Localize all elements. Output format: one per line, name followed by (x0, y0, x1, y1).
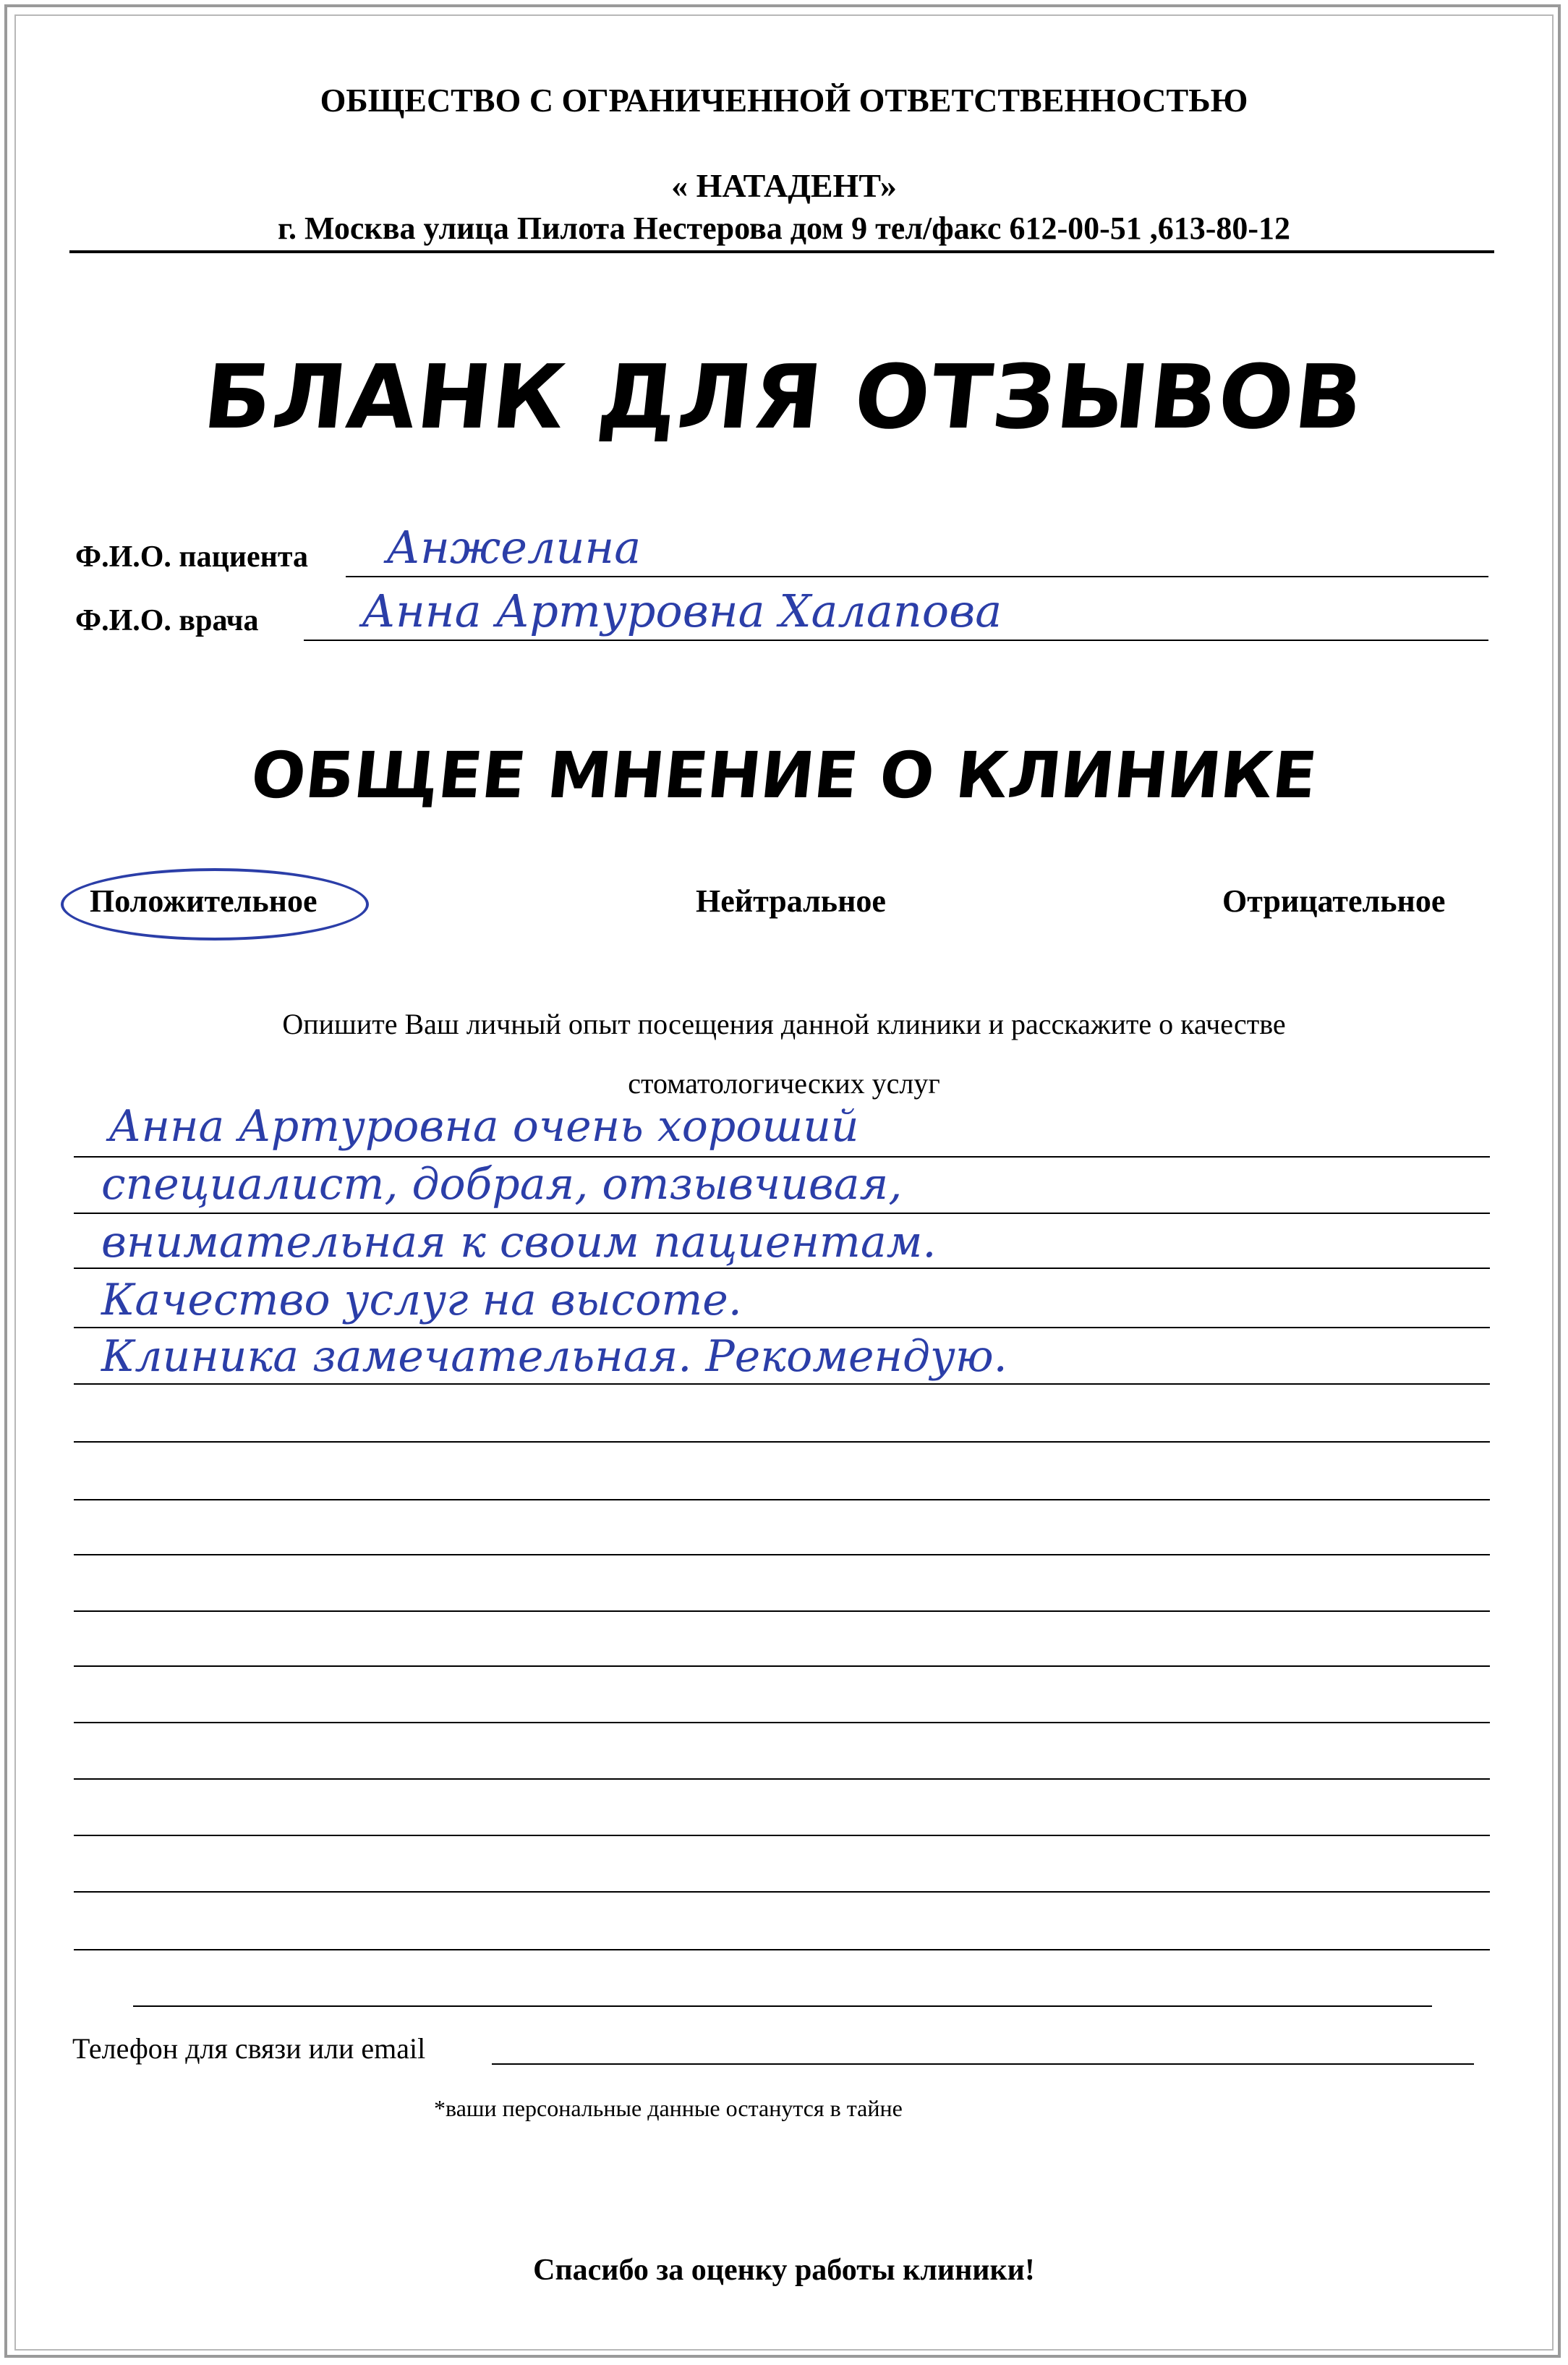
review-rule (74, 1949, 1490, 1950)
review-rule (74, 1891, 1490, 1893)
option-negative[interactable]: Отрицательное (1222, 883, 1446, 919)
review-rule (74, 1327, 1490, 1328)
review-rule (74, 1665, 1490, 1667)
review-text-line[interactable]: Клиника замечательная. Рекомендую. (101, 1331, 1007, 1382)
review-rule (74, 1835, 1490, 1836)
review-rule (74, 1383, 1490, 1385)
review-prompt-line2: стоматологических услуг (628, 1067, 940, 1100)
review-rule (74, 1268, 1490, 1269)
contact-label: Телефон для связи или email (72, 2032, 426, 2065)
review-rule (74, 1213, 1490, 1214)
contact-underline[interactable] (492, 2063, 1474, 2065)
opinion-title: ОБЩЕЕ МНЕНИЕ О КЛИНИКЕ (247, 738, 1321, 812)
review-text-line[interactable]: внимательная к своим пациентам. (101, 1217, 937, 1268)
organization-type: ОБЩЕСТВО С ОГРАНИЧЕННОЙ ОТВЕТСТВЕННОСТЬЮ (320, 82, 1248, 119)
review-rule (74, 1554, 1490, 1555)
doctor-underline (304, 640, 1488, 641)
company-name: « НАТАДЕНТ» (671, 167, 897, 204)
patient-label: Ф.И.О. пациента (75, 540, 308, 574)
patient-underline (346, 576, 1488, 577)
doctor-value[interactable]: Анна Артуровна Халапова (362, 585, 1002, 637)
review-rule (133, 2005, 1432, 2007)
privacy-note: *ваши персональные данные останутся в тайне (434, 2095, 903, 2121)
patient-value[interactable]: Анжелина (386, 521, 642, 574)
review-text-line[interactable]: Анна Артуровна очень хороший (108, 1101, 859, 1152)
review-rule (74, 1441, 1490, 1443)
form-title: БЛАНК ДЛЯ ОТЗЫВОВ (198, 346, 1370, 449)
option-positive[interactable]: Положительное (90, 883, 318, 919)
review-rule (74, 1722, 1490, 1723)
doctor-label: Ф.И.О. врача (75, 604, 259, 637)
review-rule (74, 1778, 1490, 1780)
review-rule (74, 1610, 1490, 1612)
company-address: г. Москва улица Пилота Нестерова дом 9 тел/факс 612-00-51 ,613-80-12 (277, 211, 1291, 246)
header-divider (69, 250, 1494, 253)
review-text-line[interactable]: Качество услуг на высоте. (101, 1275, 742, 1325)
review-rule (74, 1499, 1490, 1500)
review-text-line[interactable]: специалист, добрая, отзывчивая, (101, 1159, 903, 1210)
option-neutral[interactable]: Нейтральное (696, 883, 886, 919)
thanks-text: Спасибо за оценку работы клиники! (533, 2254, 1035, 2287)
review-prompt-line1: Опишите Ваш личный опыт посещения данной клиники и расскажите о качестве (282, 1008, 1286, 1040)
review-rule (74, 1156, 1490, 1158)
